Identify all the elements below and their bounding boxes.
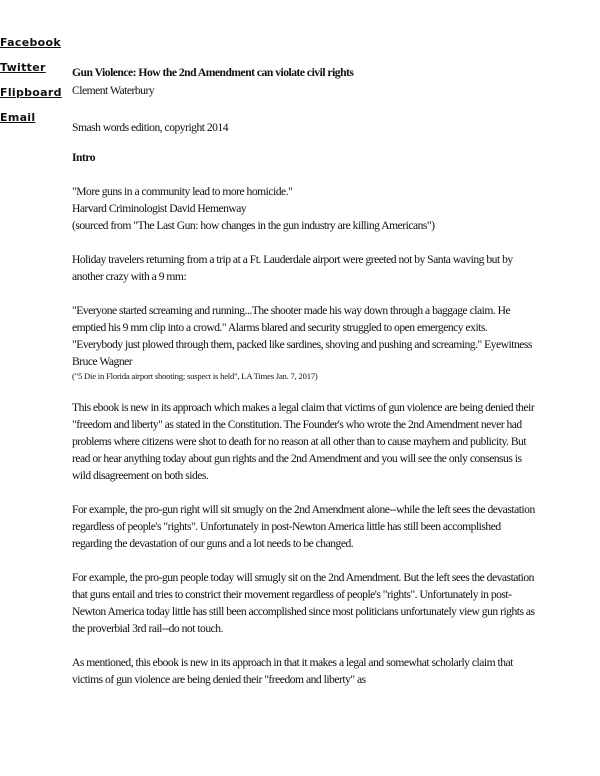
section-heading: Intro (72, 151, 96, 164)
epigraph-quote (72, 183, 540, 234)
facebook-share-link[interactable]: Facebook (0, 34, 64, 59)
quote-line: "More guns in a community lead to more homicide." (72, 185, 293, 198)
edition-line: Smash words edition, copyright 2014 (72, 121, 229, 134)
eyewitness-quote-text: "Everyone started screaming and running...The shooter made his way down through a baggage claim. He emptied his 9 mm clip into a crowd." Alarms blared and security struggled to open emergency exits. "Everybody just plowed through them, packed like sardines, shoving and pushing and screaming." Eyewitness Bruce Wagner (72, 304, 532, 368)
paragraph-example-2: For example, the pro-gun people today will smugly sit on the 2nd Amendment. But the left sees the devastation that guns entail and tries to constrict their movement regardless of people's "rights". Unfortunately in post-Newton America today little has still been accomplished since most politicians unfortunately view gun rights as the proverbial 3rd rail--do not touch. (72, 571, 535, 635)
quote-attribution: Harvard Criminologist David Hemenway (72, 202, 247, 215)
paragraph-holiday: Holiday travelers returning from a trip at a Ft. Lauderdale airport were greeted not by Santa waving but by another crazy with a 9 mm: (72, 253, 513, 283)
paragraph-approach: This ebook is new in its approach which makes a legal claim that victims of gun violence are being denied their "freedom and liberty" as stated in the Constitution. The Founder's who wrote the 2nd Amendment never had problems where citizens were shot to death for no reason at all other than to cause mayhem and publicity. But read or hear anything today about gun rights and the 2nd Amendment and you will see the only consensus is wild disagreement on both sides. (72, 401, 535, 482)
email-share-link[interactable]: Email (0, 109, 64, 134)
paragraph-mentioned: As mentioned, this ebook is new in its approach in that it makes a legal and somewhat scholarly claim that victims of gun violence are being denied their "freedom and liberty" as (72, 656, 513, 686)
share-links (0, 34, 64, 134)
document-author: Clement Waterbury (72, 84, 155, 97)
eyewitness-quote-source: ("5 Die in Florida airport shooting; suspect is held", LA Times Jan. 7, 2017) (72, 371, 318, 381)
eyewitness-quote (72, 302, 540, 382)
quote-source: (sourced from "The Last Gun: how changes in the gun industry are killing Americans") (72, 219, 435, 232)
document-title: Gun Violence: How the 2nd Amendment can violate civil rights (72, 66, 354, 79)
document-page (72, 64, 540, 688)
twitter-share-link[interactable]: Twitter (0, 59, 64, 84)
paragraph-example-1: For example, the pro-gun right will sit smugly on the 2nd Amendment alone--while the left sees the devastation regardless of people's "rights". Unfortunately in post-Newton America little has still been accomplished regarding the devastation of our guns and a lot needs to be changed. (72, 503, 535, 550)
flipboard-share-link[interactable]: Flipboard (0, 84, 64, 109)
